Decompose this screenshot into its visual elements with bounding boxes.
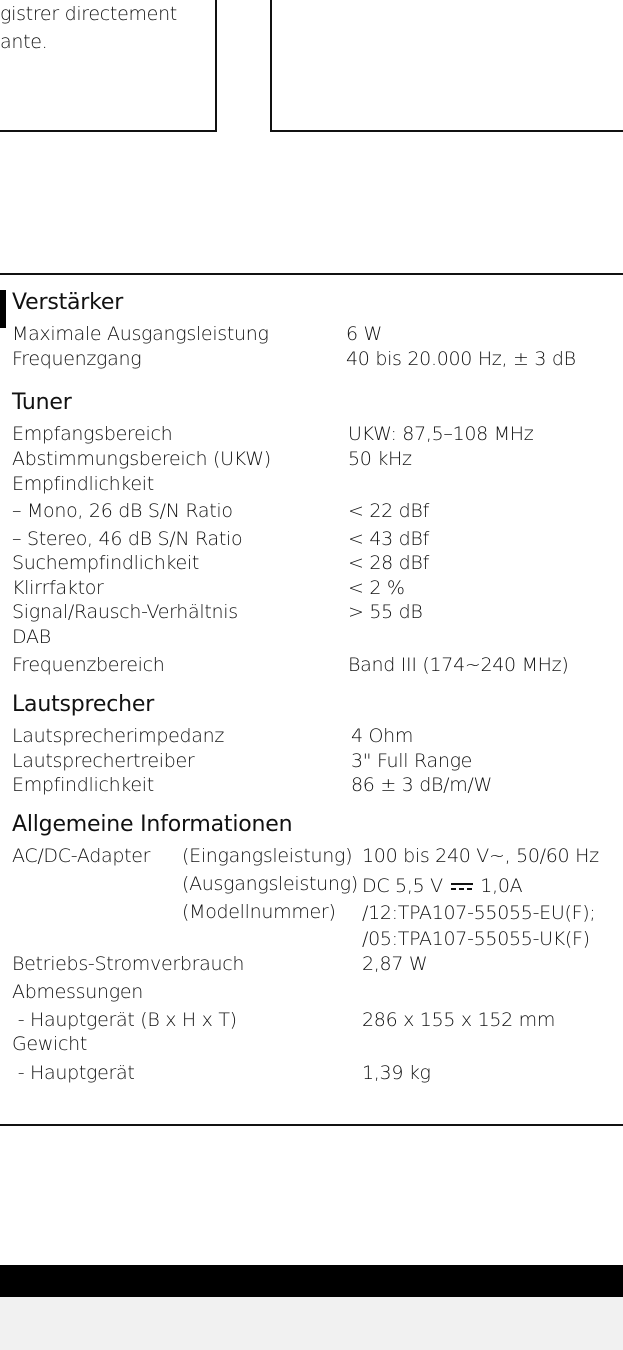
amp-label-0: Maximale Ausgangsleistung — [12, 323, 269, 345]
adapter-value-0: 100 bis 240 V~, 50/60 Hz — [362, 845, 599, 867]
tuner-value-7: > 55 dB — [348, 601, 423, 623]
tuner-value-0: UKW: 87,5–108 MHz — [348, 423, 534, 445]
dc-symbol-icon — [451, 882, 473, 892]
tuner-label-2: Empfindlichkeit — [12, 473, 154, 495]
adapter-value-1-suffix: 1,0A — [480, 875, 523, 897]
tuner-label-1: Abstimmungsbereich (UKW) — [12, 448, 271, 470]
gen-value-2: 286 x 155 x 152 mm — [362, 1009, 556, 1031]
adapter-sub-0: (Eingangsleistung) — [182, 845, 353, 867]
tuner-value-1: 50 kHz — [348, 448, 412, 470]
spk-label-1: Lautsprechertreiber — [12, 750, 195, 772]
gen-label-4: - Hauptgerät — [12, 1062, 135, 1084]
tuner-value-9: Band III (174~240 MHz) — [348, 654, 569, 676]
section-top-rule — [0, 273, 623, 275]
tuner-label-7: Signal/Rausch-Verhältnis — [12, 601, 238, 623]
heading-speakers: Lautsprecher — [12, 692, 155, 717]
gen-label-1: Abmessungen — [12, 981, 143, 1003]
tuner-label-0: Empfangsbereich — [12, 423, 173, 445]
spk-value-0: 4 Ohm — [351, 725, 414, 747]
spk-value-2: 86 ± 3 dB/m/W — [351, 774, 493, 796]
adapter-value-1 — [362, 874, 522, 898]
gen-label-0: Betriebs-Stromverbrauch — [12, 953, 245, 975]
tuner-label-3: – Mono, 26 dB S/N Ratio — [12, 500, 233, 522]
section-bottom-rule — [0, 1124, 623, 1126]
amp-value-0: 6 W — [346, 323, 383, 345]
tuner-value-4: < 43 dBf — [348, 528, 429, 550]
heading-amplifier: Verstärker — [12, 290, 124, 315]
top-left-box-line2: ante. — [0, 31, 48, 53]
amp-value-1: 40 bis 20.000 Hz, ± 3 dB — [346, 348, 576, 370]
tuner-label-6: Klirrfaktor — [12, 577, 104, 599]
tuner-value-6: < 2 % — [348, 577, 405, 599]
adapter-value-1-prefix: DC 5,5 V — [362, 875, 443, 897]
footer-gray-area — [0, 1297, 623, 1350]
footer-black-bar — [0, 1265, 623, 1297]
adapter-sub-2: (Modellnummer) — [182, 901, 336, 923]
adapter-label: AC/DC-Adapter — [12, 845, 151, 867]
tuner-label-8: DAB — [12, 626, 51, 648]
gen-label-3: Gewicht — [12, 1033, 88, 1055]
heading-tuner: Tuner — [12, 390, 72, 415]
tuner-label-9: Frequenzbereich — [12, 654, 165, 676]
spk-value-1: 3" Full Range — [351, 750, 473, 772]
gen-value-4: 1,39 kg — [362, 1062, 431, 1084]
top-left-box-line1: gistrer directement — [0, 3, 177, 25]
tuner-label-5: Suchempfindlichkeit — [12, 552, 200, 574]
gen-value-0: 2,87 W — [362, 953, 428, 975]
section-marker — [0, 290, 6, 328]
tuner-value-5: < 28 dBf — [348, 552, 429, 574]
adapter-sub-1: (Ausgangsleistung) — [182, 873, 358, 895]
adapter-value-3: /05:TPA107-55055-UK(F) — [362, 928, 590, 950]
tuner-value-3: < 22 dBf — [348, 500, 429, 522]
top-right-box — [270, 0, 623, 132]
spk-label-2: Empfindlichkeit — [12, 774, 154, 796]
heading-general: Allgemeine Informationen — [12, 812, 293, 837]
tuner-label-4: – Stereo, 46 dB S/N Ratio — [12, 528, 243, 550]
amp-label-1: Frequenzgang — [12, 348, 142, 370]
adapter-value-2: /12:TPA107-55055-EU(F); — [362, 902, 596, 924]
gen-label-2: - Hauptgerät (B x H x T) — [12, 1009, 237, 1031]
spk-label-0: Lautsprecherimpedanz — [12, 725, 225, 747]
